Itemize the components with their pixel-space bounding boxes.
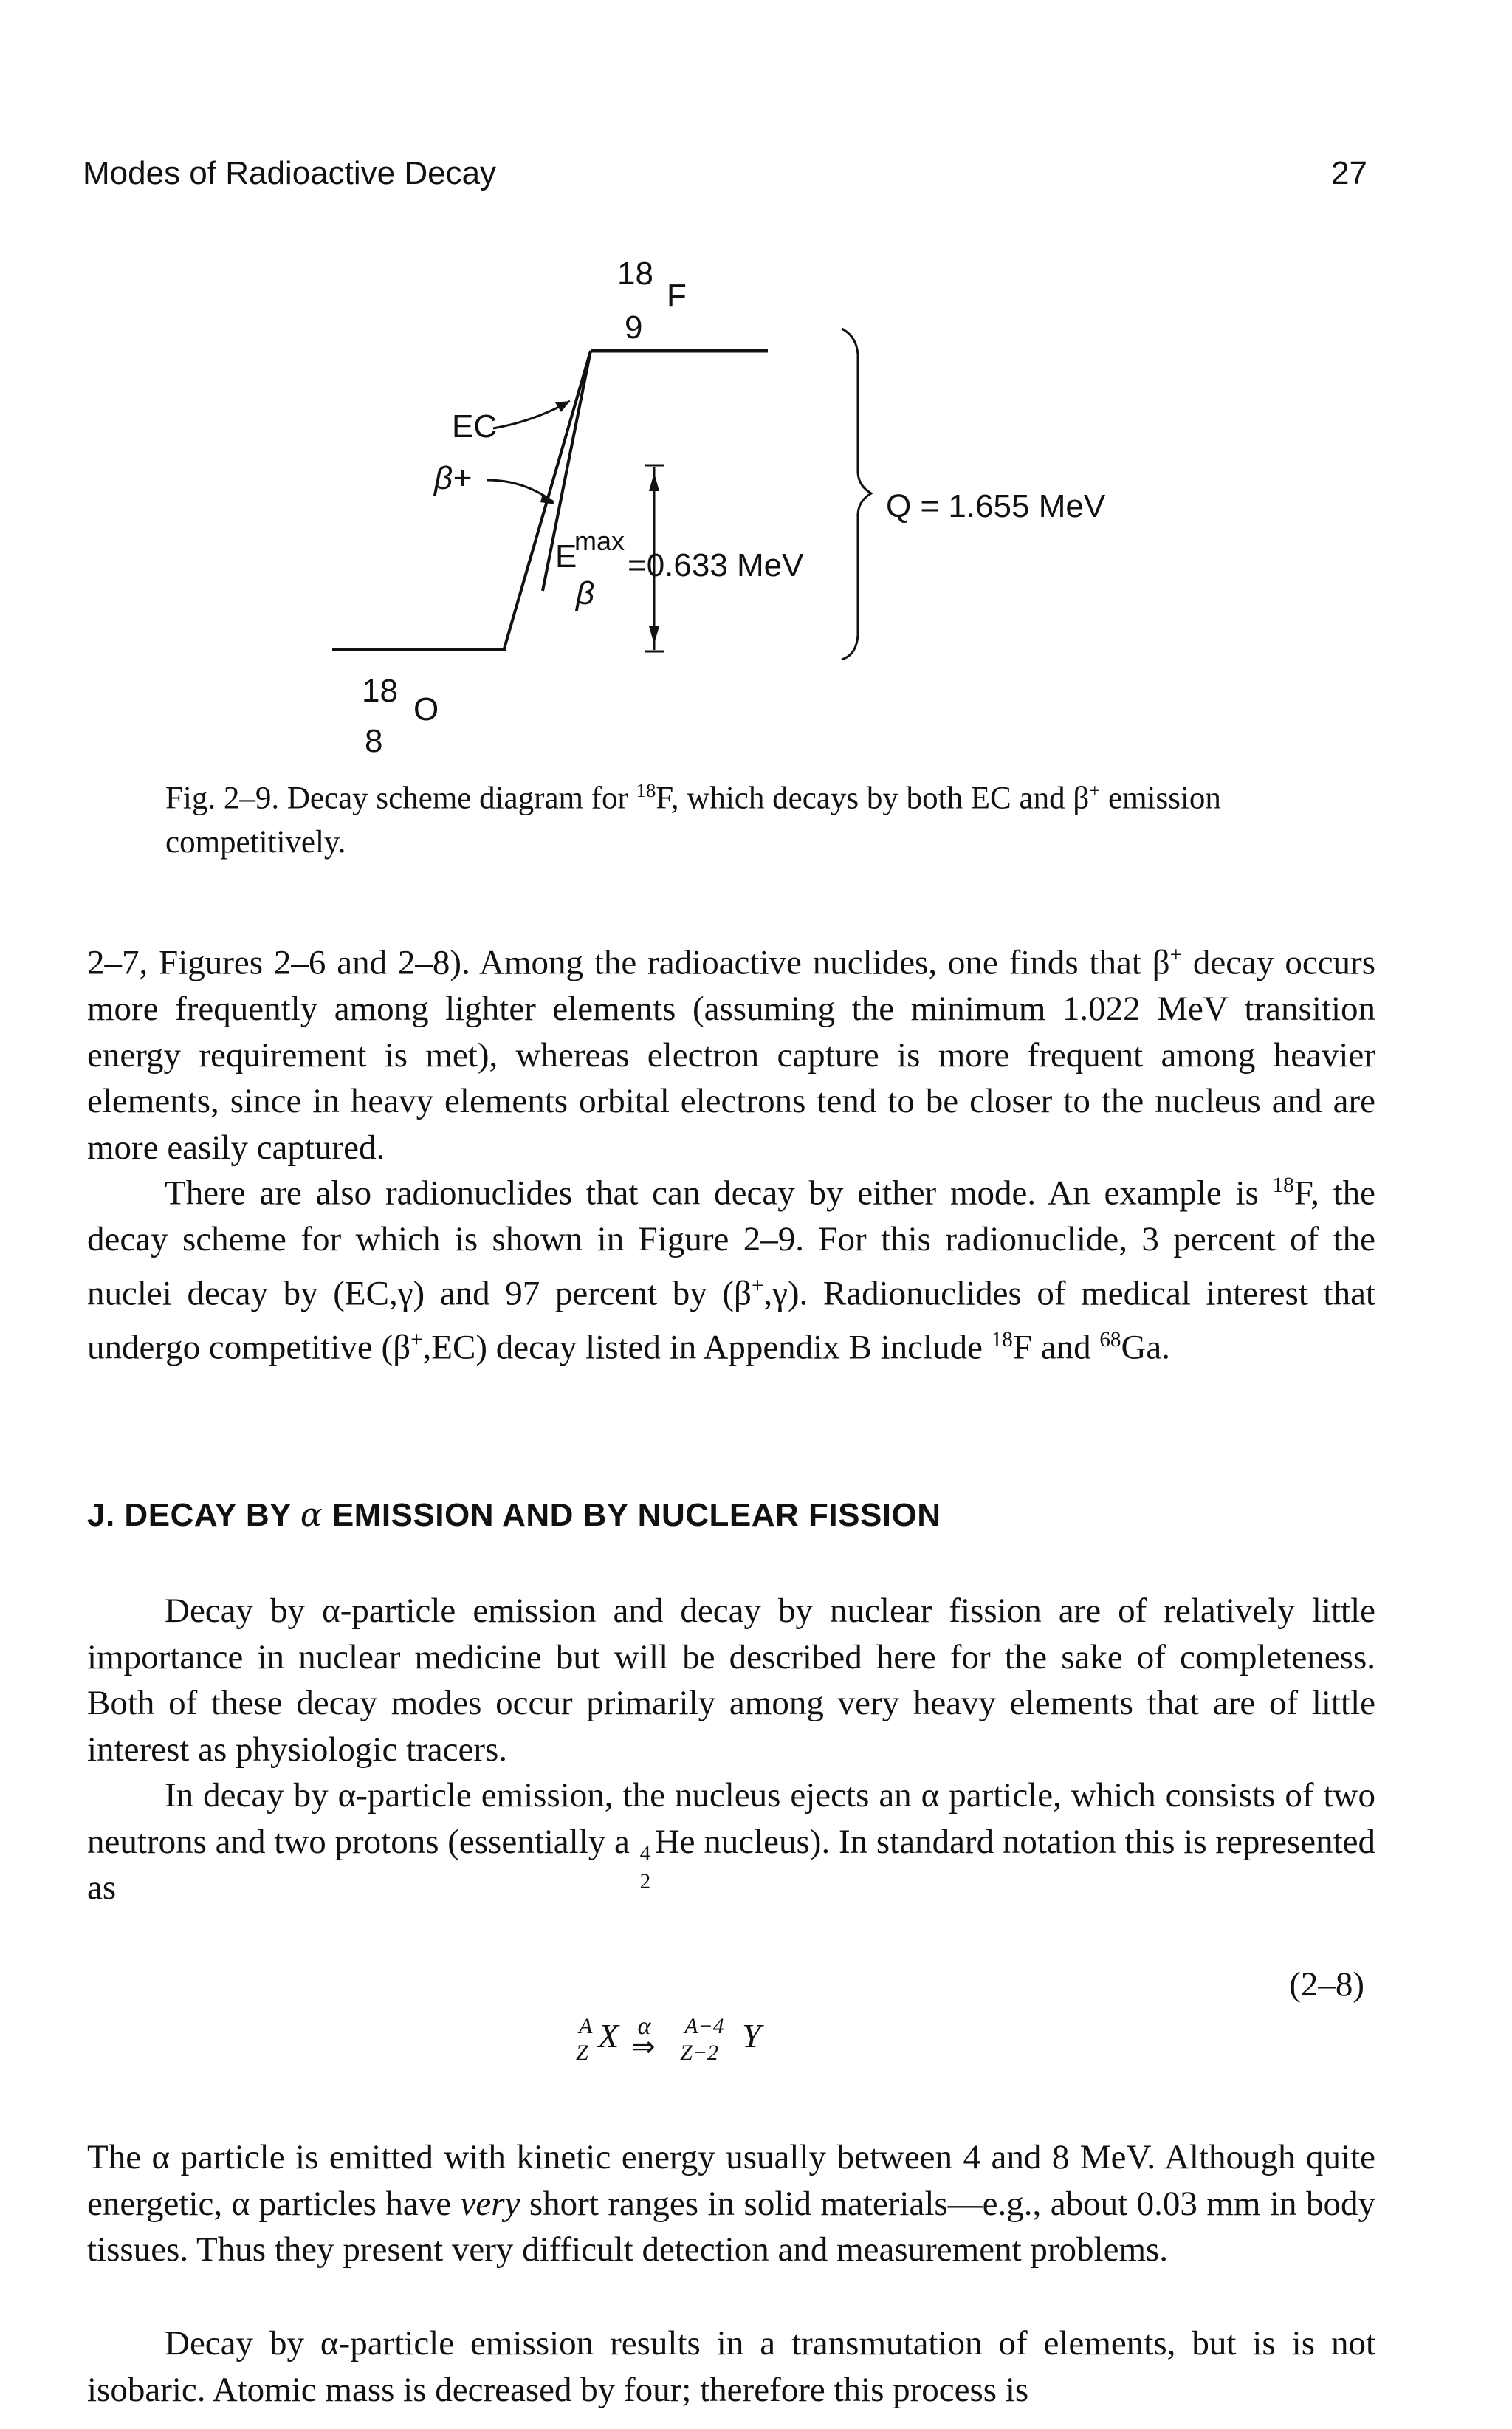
running-head: Modes of Radioactive Decay bbox=[83, 155, 497, 191]
emax-superscript: max bbox=[574, 526, 625, 556]
decay-scheme-diagram bbox=[0, 0, 1512, 768]
paragraph-alpha-energy: The α particle is emitted with kinetic energy usually between 4 and 8 MeV. Although quite energetic, α particles have very short ranges in solid materials—e.g., about 0.03 mm in body tissues. Thus they present very difficult detection and measurement problems. bbox=[87, 2138, 1375, 2269]
beta-plus-label: β+ bbox=[434, 460, 472, 496]
paragraph-alpha-fission-intro: Decay by α-particle emission and decay by nuclear fission are of relatively little importance in nuclear medicine but will be described here for the sake of completeness. Both of these decay modes occur primarily among very heavy elements that are of little interest as physiologic tracers. bbox=[87, 1592, 1375, 1769]
paragraph-competitive-decay: There are also radionuclides that can decay by either mode. An example is $^{18}$F, the decay scheme for which is shown in Figure 2–9. For this radionuclide, 3 percent of the nuclei decay by (EC,γ) and 97 percent by (β+,γ). Radionuclides of medical interest that undergo competitive (β+,EC) decay listed in Appendix B include $^{18}$F and $^{68}$Ga. bbox=[87, 1174, 1376, 1367]
parent-symbol: F bbox=[667, 278, 687, 314]
equation-number: (2–8) bbox=[1289, 1965, 1364, 2004]
q-value-bracket bbox=[842, 329, 871, 660]
emax-arrowhead-down bbox=[649, 626, 659, 644]
daughter-mass-number: 18 bbox=[362, 673, 398, 709]
section-heading: J. DECAY BY α EMISSION AND BY NUCLEAR FISSION bbox=[87, 1496, 941, 1534]
alpha-decay-equation: A Z X α ⇒ A−4 Z−2 Y bbox=[576, 2012, 761, 2066]
emax-symbol: E bbox=[555, 538, 577, 575]
emax-arrowhead-up bbox=[649, 473, 659, 491]
daughter-symbol: O bbox=[413, 691, 439, 727]
ec-label: EC bbox=[452, 408, 498, 445]
emax-beta-subscript: β bbox=[576, 575, 595, 611]
paragraph-alpha-transmutation: Decay by α-particle emission results in a transmutation of elements, but is is not isobaric. Atomic mass is decreased by four; therefore this process is bbox=[87, 2324, 1375, 2409]
paragraph-alpha-emission: In decay by α-particle emission, the nucleus ejects an α particle, which consists of two neutrons and two protons (essentially a 4 2 He nucleus). In standard notation this is represented as bbox=[87, 1776, 1375, 1907]
parent-atomic-number: 9 bbox=[625, 309, 643, 346]
paragraph-positron-vs-ec: 2–7, Figures 2–6 and 2–8). Among the radioactive nuclides, one finds that β+ decay occurs more frequently among lighter elements (assuming the minimum 1.022 MeV transition energy requirement is met), whereas electron capture is more frequent among heavier elements, since in heavy elements orbital electrons tend to be closer to the nucleus and are more easily captured. bbox=[87, 943, 1375, 1167]
daughter-atomic-number: 8 bbox=[365, 723, 383, 759]
page-number: 27 bbox=[1331, 155, 1367, 191]
q-value-label: Q = 1.655 MeV bbox=[886, 488, 1106, 524]
parent-mass-number: 18 bbox=[617, 256, 653, 292]
emax-value: =0.633 MeV bbox=[628, 547, 804, 583]
figure-caption: Fig. 2–9. Decay scheme diagram for $^{18}$F, which decays by both EC and β+ emission competitively. bbox=[165, 779, 1221, 860]
